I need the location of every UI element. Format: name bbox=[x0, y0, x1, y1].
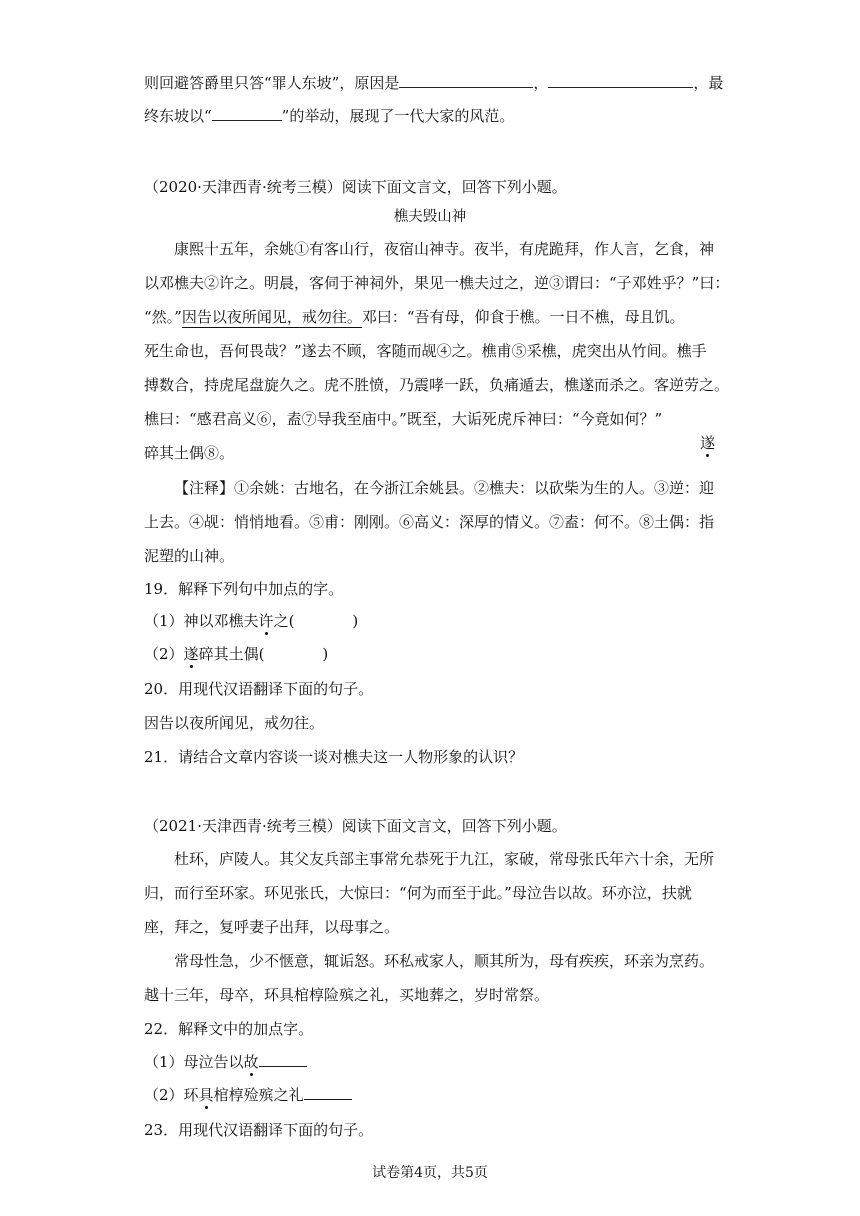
passage-line: 越十三年，母卒，环具棺椁险殡之礼，买地葬之，岁时常祭。 bbox=[144, 986, 550, 1004]
text: ”的举动，展现了一代大家的风范。 bbox=[281, 107, 515, 125]
passage-line: 归，而行至环家。环见张氏，大惊曰：“何为而至于此。”母泣告以故。环亦泣，扶就 bbox=[144, 884, 692, 902]
question-19-item-2 bbox=[144, 643, 328, 665]
answer-blank[interactable] bbox=[548, 72, 693, 88]
passage-line: 死生命也，吾何畏哉？”遂去不顾，客随而觇④之。樵甫⑤采樵，虎突出从竹间。樵手 bbox=[144, 342, 707, 360]
dotted-char: 具 bbox=[198, 1086, 214, 1104]
question-22-item-1 bbox=[144, 1051, 307, 1073]
text: （1）母泣告以 bbox=[144, 1053, 244, 1071]
question-23: 23．用现代汉语翻译下面的句子。 bbox=[144, 1121, 374, 1139]
question-19-item-1 bbox=[144, 610, 358, 632]
question-20-sentence: 因告以夜所闻见，戒勿往。 bbox=[144, 714, 325, 732]
passage-line: 座，拜之，复呼妻子出拜，以母事之。 bbox=[144, 918, 400, 936]
passage-title: 樵夫毁山神 bbox=[393, 209, 467, 225]
dotted-char: 遂 bbox=[183, 645, 199, 663]
text: 遂 bbox=[700, 434, 716, 452]
passage-source: （2021·天津西青·统考三模）阅读下面文言文，回答下列小题。 bbox=[144, 817, 567, 835]
text: 之( bbox=[273, 612, 295, 630]
text: （2）环 bbox=[144, 1086, 199, 1104]
text: ， bbox=[533, 74, 549, 92]
text: 则回避答爵里只答“罪人东坡”，原因是 bbox=[144, 74, 400, 92]
notes-line: 泥塑的山神。 bbox=[144, 547, 235, 565]
text: 终东坡以“ bbox=[144, 107, 212, 125]
notes-line: 【注释】①余姚：古地名，在今浙江余姚县。②樵夫：以砍柴为生的人。③逆：迎 bbox=[174, 479, 715, 497]
dotted-char: 许 bbox=[258, 612, 274, 630]
text: ) bbox=[322, 645, 329, 663]
question-21: 21．请结合文章内容谈一谈对樵夫这一人物形象的认识？ bbox=[144, 748, 524, 766]
passage-line: 碎其土偶⑧。 bbox=[144, 444, 235, 462]
underlined-sentence: 因告以夜所闻见，戒勿往。 bbox=[181, 308, 362, 326]
passage-source: （2020·天津西青·统考三模）阅读下面文言文，回答下列小题。 bbox=[144, 178, 567, 196]
question-19: 19．解释下列句中加点的字。 bbox=[144, 580, 344, 598]
passage-line bbox=[144, 306, 685, 328]
dotted-char: 故 bbox=[243, 1053, 259, 1071]
notes-line: 上去。④觇：悄悄地看。⑤甫：刚刚。⑥高义：深厚的情义。⑦盍：何不。⑧土偶：指 bbox=[144, 513, 715, 531]
dotted-char bbox=[700, 432, 715, 454]
question-continuation-line-1 bbox=[144, 72, 723, 94]
question-20: 20．用现代汉语翻译下面的句子。 bbox=[144, 680, 374, 698]
text: 棺椁殓殡之礼 bbox=[213, 1086, 304, 1104]
answer-blank[interactable] bbox=[212, 105, 282, 121]
text: 碎其土偶( bbox=[198, 645, 265, 663]
text: ，最 bbox=[693, 74, 724, 92]
text: 邓曰：“吾有母，仰食于樵。一日不樵，母且饥。 bbox=[361, 308, 685, 326]
answer-blank[interactable] bbox=[259, 1051, 307, 1067]
passage-line: 以邓樵夫②许之。明晨，客伺于神祠外，果见一樵夫过之，逆③谓曰：“子邓姓乎？”曰： bbox=[144, 274, 730, 292]
page-footer: 试卷第4页，共5页 bbox=[372, 1165, 488, 1181]
question-22-item-2 bbox=[144, 1084, 352, 1106]
passage-line: 杜环，庐陵人。其父友兵部主事常允恭死于九江，家破，常母张氏年六十余，无所 bbox=[174, 850, 715, 868]
passage-line: 搏数合，持虎尾盘旋久之。虎不胜愤，乃震哮一跃，负痛遁去，樵遂而杀之。客逆劳之。 bbox=[144, 376, 730, 394]
answer-blank[interactable] bbox=[304, 1084, 352, 1100]
text: “然。” bbox=[144, 308, 182, 326]
text: （2） bbox=[144, 645, 184, 663]
passage-line: 常母性急，少不惬意，辄诟怒。环私戒家人，顺其所为，母有疾疾，环亲为烹药。 bbox=[174, 952, 715, 970]
question-continuation-line-2 bbox=[144, 105, 514, 127]
answer-blank[interactable] bbox=[399, 72, 533, 88]
question-22: 22．解释文中的加点字。 bbox=[144, 1020, 314, 1038]
passage-line: 康熙十五年，余姚①有客山行，夜宿山神寺。夜半，有虎跪拜，作人言，乞食，神 bbox=[174, 240, 715, 258]
text: （1）神以邓樵夫 bbox=[144, 612, 259, 630]
passage-line: 樵曰：“感君高义⑥，盍⑦导我至庙中。”既至，大诟死虎斥神曰：“今竟如何？” bbox=[144, 410, 663, 428]
text: ) bbox=[352, 612, 359, 630]
